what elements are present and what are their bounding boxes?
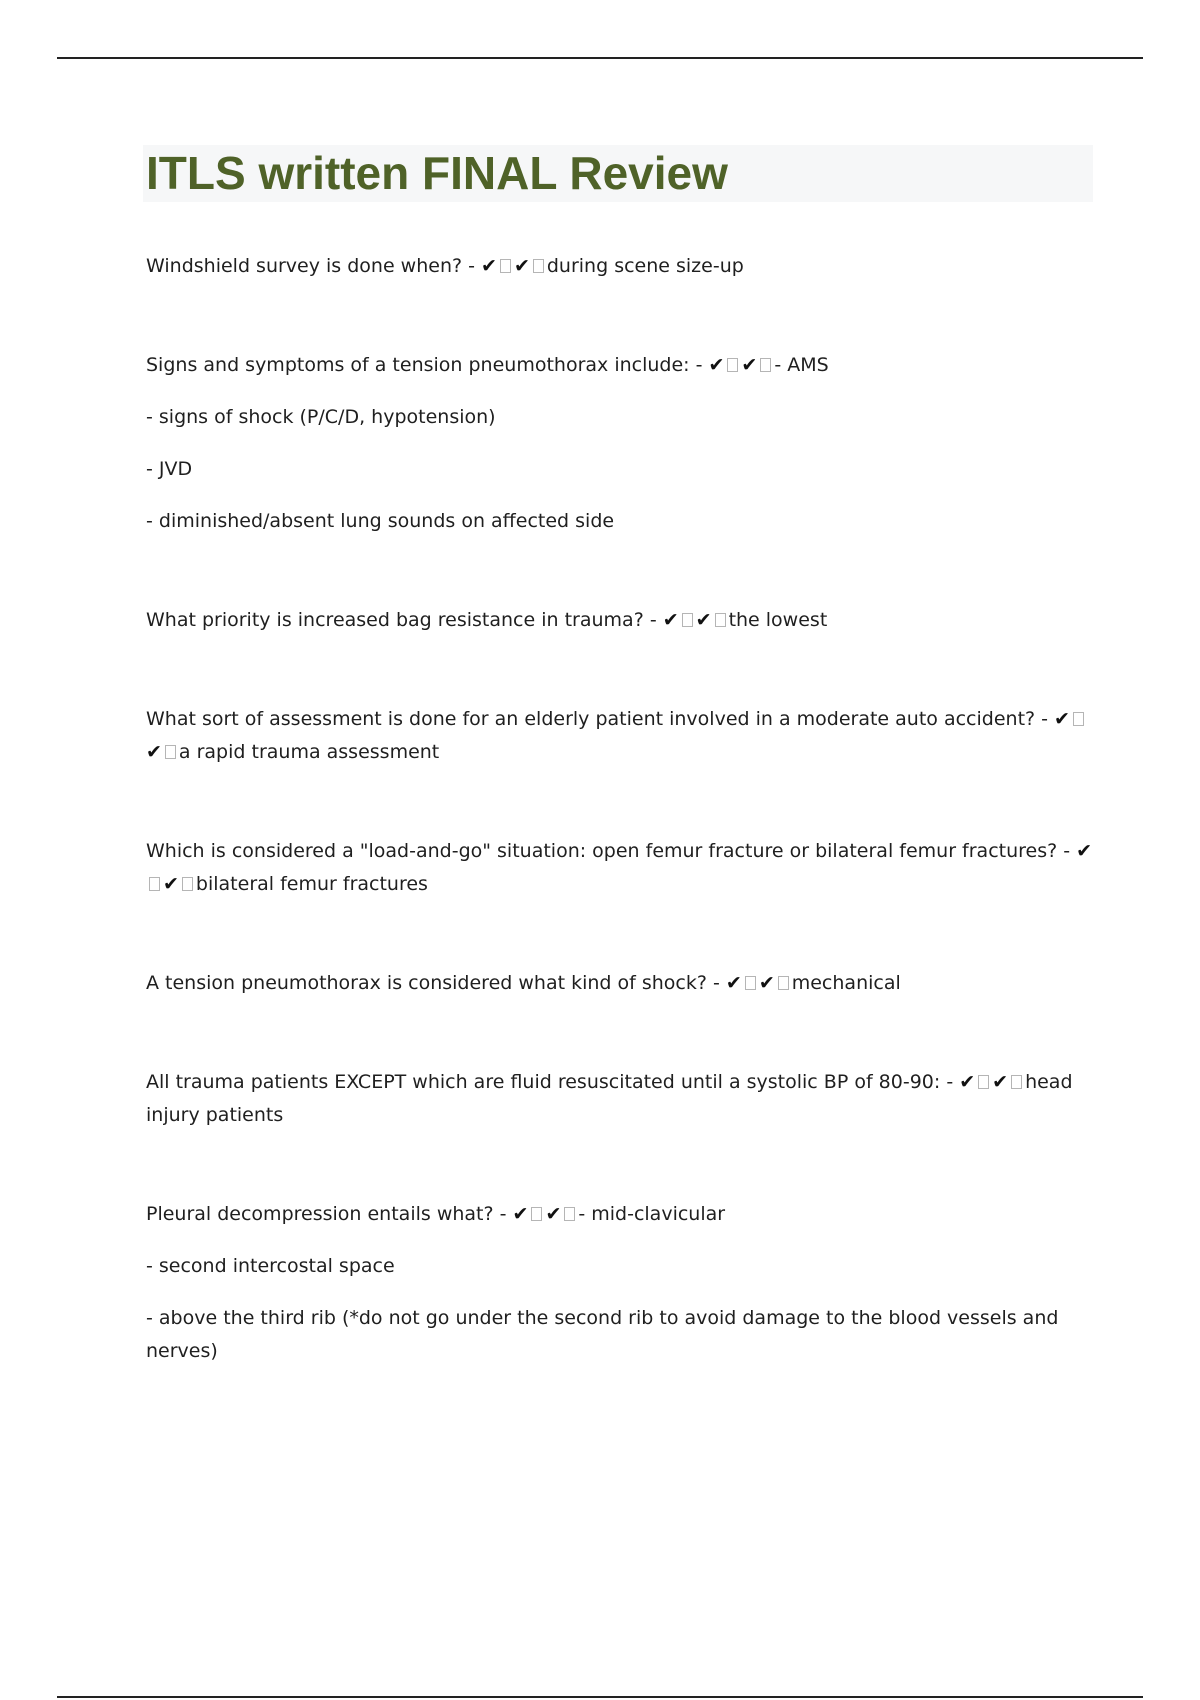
answer-text: the lowest <box>728 609 828 631</box>
box-icon <box>500 259 511 273</box>
check-icon: ✔ <box>758 972 775 994</box>
qa-item-6 <box>146 967 1096 1000</box>
answer-continuation: - JVD <box>146 458 193 480</box>
answer-text: - AMS <box>774 354 829 376</box>
question-text: Signs and symptoms of a tension pneumothorax include: - <box>146 354 709 376</box>
question-text: Which is considered a "load-and-go" situation: open femur fracture or bilateral femur fractures? - <box>146 840 1077 862</box>
answer-text: bilateral femur fractures <box>195 873 428 895</box>
answer-text: a rapid trauma assessment <box>178 741 440 763</box>
check-icon: ✔ <box>992 1071 1009 1093</box>
question-text: Windshield survey is done when? - <box>146 255 482 277</box>
answer-continuation: - second intercostal space <box>146 1255 395 1277</box>
box-icon <box>1073 712 1084 726</box>
box-icon <box>682 613 693 627</box>
qa-question-line <box>146 835 1096 901</box>
qa-question-line <box>146 604 1096 637</box>
box-icon <box>533 259 544 273</box>
qa-question-line <box>146 1066 1096 1132</box>
box-icon <box>760 358 771 372</box>
answer-text: - mid-clavicular <box>578 1203 726 1225</box>
qa-question-line <box>146 250 1096 283</box>
qa-item-8 <box>146 1198 1096 1368</box>
answer-continuation: - above the third rib (*do not go under the second rib to avoid damage to the blood vessels and nerves) <box>146 1307 1065 1362</box>
check-icon: ✔ <box>741 354 758 376</box>
qa-list <box>146 250 1096 1434</box>
box-icon <box>165 745 176 759</box>
qa-item-1 <box>146 250 1096 283</box>
check-icon: ✔ <box>695 609 712 631</box>
qa-item-5 <box>146 835 1096 901</box>
box-icon <box>531 1207 542 1221</box>
qa-question-line <box>146 703 1096 769</box>
answer-text: head injury patients <box>146 1071 1079 1126</box>
check-icon: ✔ <box>959 1071 976 1093</box>
question-text: What sort of assessment is done for an elderly patient involved in a moderate auto accident? - <box>146 708 1055 730</box>
check-icon: ✔ <box>725 972 742 994</box>
answer-text: during scene size-up <box>546 255 744 277</box>
box-icon <box>745 976 756 990</box>
check-icon: ✔ <box>708 354 725 376</box>
box-icon <box>778 976 789 990</box>
question-text: A tension pneumothorax is considered what kind of shock? - <box>146 972 726 994</box>
qa-item-4 <box>146 703 1096 769</box>
question-text: Pleural decompression entails what? - <box>146 1203 513 1225</box>
check-icon: ✔ <box>662 609 679 631</box>
top-rule <box>57 57 1143 59</box>
box-icon <box>564 1207 575 1221</box>
check-icon: ✔ <box>1076 840 1093 862</box>
box-icon <box>715 613 726 627</box>
bottom-rule <box>57 1696 1143 1698</box>
check-icon: ✔ <box>163 873 179 895</box>
answer-continuation: - signs of shock (P/C/D, hypotension) <box>146 406 496 428</box>
qa-item-3 <box>146 604 1096 637</box>
check-icon: ✔ <box>513 255 530 277</box>
check-icon: ✔ <box>512 1203 529 1225</box>
box-icon <box>182 877 193 891</box>
check-icon: ✔ <box>146 741 162 763</box>
answer-continuation: - diminished/absent lung sounds on affected side <box>146 510 615 532</box>
qa-item-2 <box>146 349 1096 538</box>
qa-question-line <box>146 349 1096 382</box>
document-title: ITLS written FINAL Review <box>146 147 728 199</box>
answer-text: mechanical <box>791 972 901 994</box>
qa-question-line <box>146 967 1096 1000</box>
question-text: All trauma patients EXCEPT which are fluid resuscitated until a systolic BP of 80-90: - <box>146 1071 960 1093</box>
box-icon <box>727 358 738 372</box>
qa-item-7 <box>146 1066 1096 1132</box>
question-text: What priority is increased bag resistance in trauma? - <box>146 609 663 631</box>
box-icon <box>149 877 160 891</box>
check-icon: ✔ <box>1054 708 1070 730</box>
check-icon: ✔ <box>545 1203 562 1225</box>
check-icon: ✔ <box>481 255 497 277</box>
qa-question-line <box>146 1198 1096 1231</box>
box-icon <box>1011 1075 1022 1089</box>
box-icon <box>978 1075 989 1089</box>
